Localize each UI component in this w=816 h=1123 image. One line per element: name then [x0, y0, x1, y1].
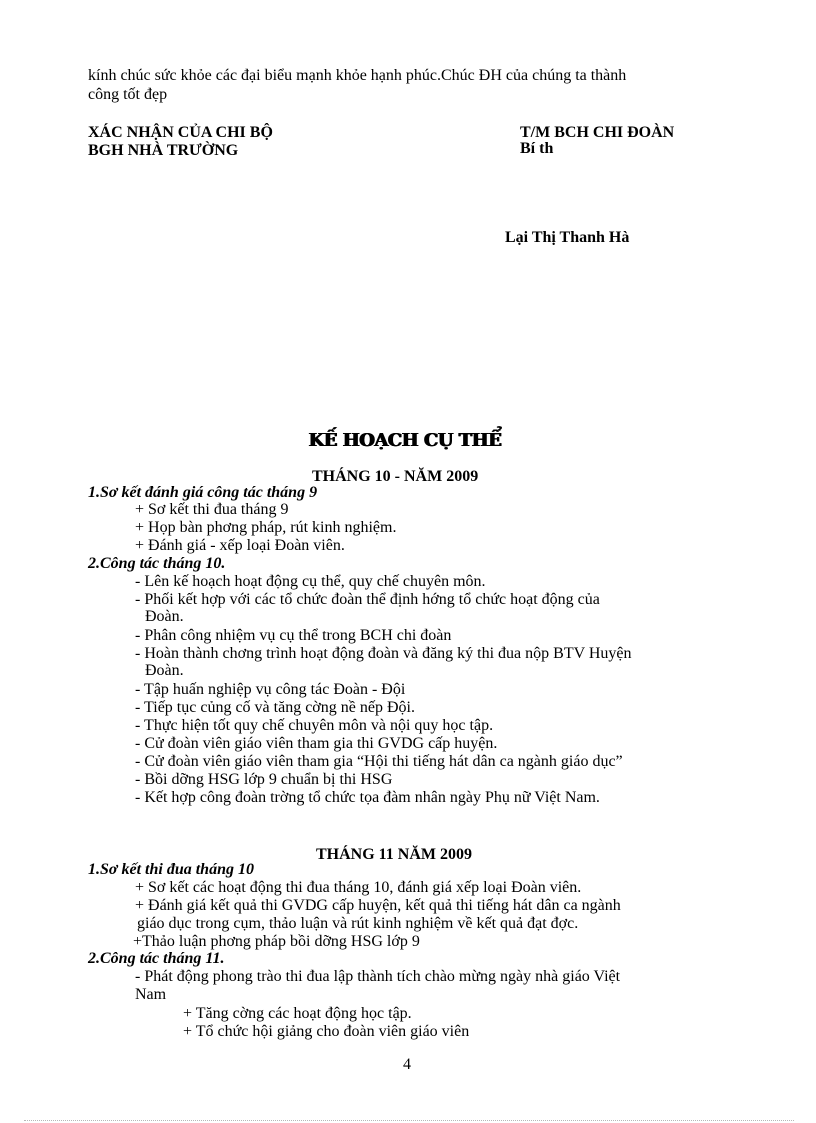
- list-item: - Hoàn thành chơng trình hoạt động đoàn và đăng ký thi đua nộp BTV Huyện: [135, 645, 632, 662]
- october-section1-title: 1.Sơ kết đánh giá công tác tháng 9: [88, 484, 318, 501]
- list-item: giáo dục trong cụm, thảo luận và rút kinh nghiệm về kết quả đạt đợc.: [137, 915, 579, 932]
- october-section2-title: 2.Công tác tháng 10.: [88, 555, 226, 572]
- list-item: + Đánh giá kết quả thi GVDG cấp huyện, kết quả thi tiếng hát dân ca ngành: [135, 897, 621, 914]
- list-item: - Cử đoàn viên giáo viên tham gia thi GVDG cấp huyện.: [135, 735, 498, 752]
- plan-title: KẾ HOẠCH CỤ THỂ: [308, 430, 501, 451]
- signature-left-title: XÁC NHẬN CỦA CHI BỘ: [88, 124, 273, 141]
- november-section1-title: 1.Sơ kết thi đua tháng 10: [88, 861, 254, 878]
- list-item: + Họp bàn phơng pháp, rút kinh nghiệm.: [135, 519, 397, 536]
- list-item: - Kết hợp công đoàn trờng tổ chức tọa đàm nhân ngày Phụ nữ Việt Nam.: [135, 789, 600, 806]
- list-item: - Lên kế hoạch hoạt động cụ thể, quy chế chuyên môn.: [135, 573, 486, 590]
- page-bottom-rule: [24, 1120, 794, 1121]
- list-item: - Tập huấn nghiệp vụ công tác Đoàn - Đội: [135, 681, 406, 698]
- list-item: + Đánh giá - xếp loại Đoàn viên.: [135, 537, 345, 554]
- list-item: - Phối kết hợp với các tổ chức đoàn thể định hớng tổ chức hoạt động của: [135, 591, 600, 608]
- november-section2-title: 2.Công tác tháng 11.: [88, 950, 225, 967]
- page-number: 4: [403, 1056, 411, 1073]
- list-item: Đoàn.: [145, 608, 184, 625]
- october-heading: THÁNG 10 - NĂM 2009: [312, 468, 479, 485]
- list-item: - Tiếp tục củng cố và tăng cờng nề nếp Đội.: [135, 699, 415, 716]
- list-item: Đoàn.: [145, 662, 184, 679]
- november-heading: THÁNG 11 NĂM 2009: [316, 846, 472, 863]
- signature-left-subtitle: BGH NHÀ TRƯỜNG: [88, 142, 239, 159]
- intro-line-2: công tốt đẹp: [88, 86, 168, 103]
- list-item: - Phát động phong trào thi đua lập thành tích chào mừng ngày nhà giáo Việt: [135, 968, 621, 985]
- list-item: - Thực hiện tốt quy chế chuyên môn và nội quy học tập.: [135, 717, 494, 734]
- list-item: - Phân công nhiệm vụ cụ thể trong BCH chi đoàn: [135, 627, 452, 644]
- list-item: Nam: [135, 986, 167, 1003]
- list-item: + Tăng cờng các hoạt động học tập.: [183, 1005, 412, 1022]
- signer-name: Lại Thị Thanh Hà: [505, 229, 630, 246]
- signature-right-subtitle: Bí th: [520, 140, 554, 157]
- list-item: + Sơ kết các hoạt động thi đua tháng 10, đánh giá xếp loại Đoàn viên.: [135, 879, 582, 896]
- list-item: + Tổ chức hội giảng cho đoàn viên giáo viên: [183, 1023, 470, 1040]
- list-item: - Bồi dỡng HSG lớp 9 chuẩn bị thi HSG: [135, 771, 393, 788]
- list-item: + Sơ kết thi đua tháng 9: [135, 501, 289, 518]
- intro-line-1: kính chúc sức khỏe các đại biểu mạnh khỏe hạnh phúc.Chúc ĐH của chúng ta thành: [88, 67, 627, 84]
- list-item: +Thảo luận phơng pháp bồi dỡng HSG lớp 9: [133, 933, 420, 950]
- signature-right-title: T/M BCH CHI ĐOÀN: [520, 124, 675, 141]
- list-item: - Cử đoàn viên giáo viên tham gia “Hội thi tiếng hát dân ca ngành giáo dục”: [135, 753, 623, 770]
